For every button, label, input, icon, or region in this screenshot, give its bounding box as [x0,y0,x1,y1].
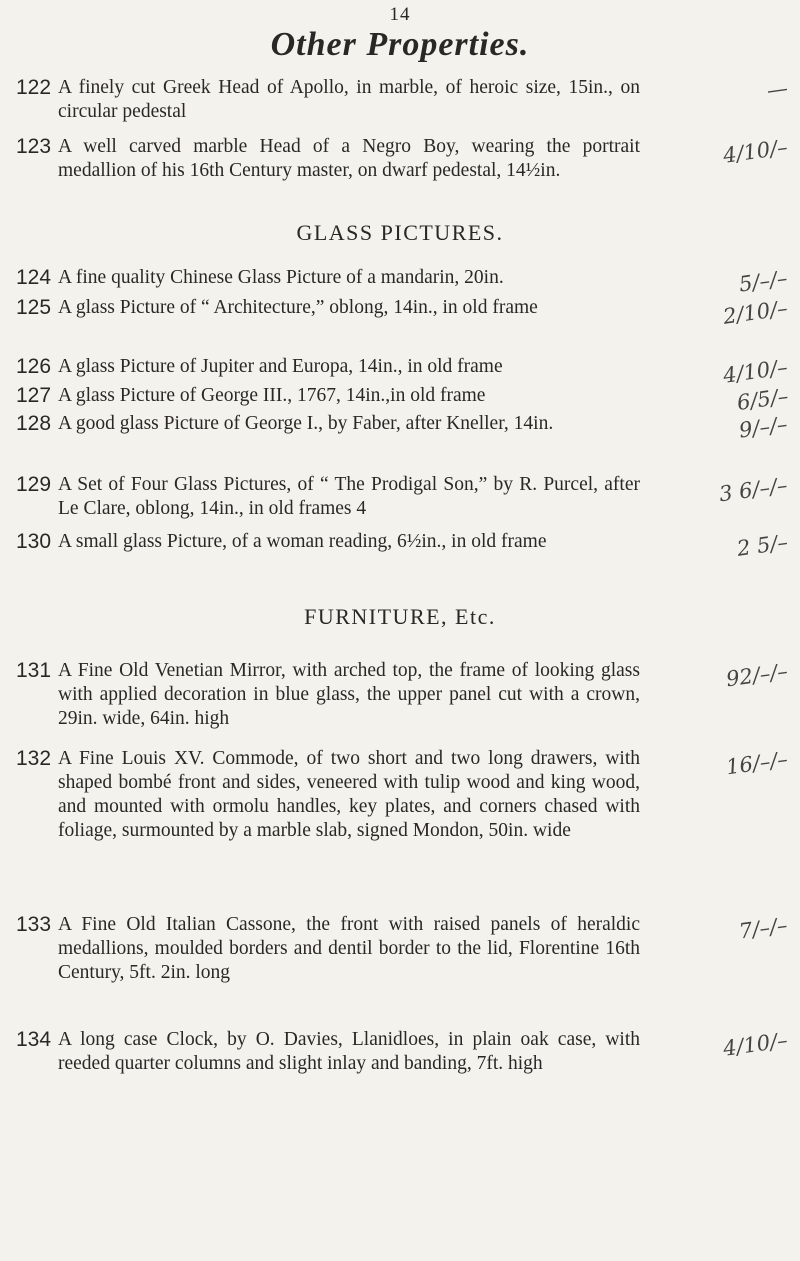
handwritten-price: 7/–/– [737,913,790,944]
lot-description: A well carved marble Head of a Negro Boy, wearing the portrait medallion of his 16th Century master, on dwarf pedestal, 14½in. [58,136,640,181]
lot-number: 126 [16,355,52,378]
lot-number: 124 [16,266,52,289]
lot-description: A Fine Louis XV. Commode, of two short and two long drawers, with shaped bombé front and sides, veneered with tulip wood and king wood, and mounted with ormolu handles, key plates, and corners chased with foliage, surmounted by a marble slab, signed Mondon, 50in. wide [58,748,640,841]
handwritten-price: 2 5/– [735,530,790,561]
handwritten-price: 4/10/– [721,355,790,388]
handwritten-price: — [765,76,790,103]
lot-number: 132 [16,747,52,770]
lot-number: 129 [16,473,52,496]
handwritten-price: 4/10/– [721,135,790,168]
handwritten-price: 4/10/– [721,1028,790,1061]
lot-description: A Set of Four Glass Pictures, of “ The Prodigal Son,” by R. Purcel, after Le Clare, oblong, 14in., in old frames 4 [58,474,640,519]
handwritten-price: 92/–/– [724,659,790,692]
lot-description: A good glass Picture of George I., by Faber, after Kneller, 14in. [58,413,554,434]
lot-number: 127 [16,384,52,407]
lot-description: A glass Picture of “ Architecture,” oblong, 14in., in old frame [58,297,538,318]
lot-number: 128 [16,412,52,435]
page-number: 14 [389,4,411,25]
lot-description: A Fine Old Italian Cassone, the front with raised panels of heraldic medallions, moulded borders and dentil border to the lid, Florentine 16th Century, 5ft. 2in. long [58,914,640,983]
lot-number: 133 [16,913,52,936]
handwritten-price: 3 6/–/– [718,473,790,507]
page-title: Other Properties. [270,26,530,63]
lot-number: 130 [16,530,52,553]
lot-description: A small glass Picture, of a woman reading, 6½in., in old frame [58,531,547,552]
section-heading-furniture: FURNITURE, Etc. [304,604,496,629]
lot-description: A glass Picture of Jupiter and Europa, 14in., in old frame [58,356,503,377]
lot-number: 131 [16,659,52,682]
lot-number: 134 [16,1028,52,1051]
lot-description: A long case Clock, by O. Davies, Llanidloes, in plain oak case, with reeded quarter columns and slight inlay and banding, 7ft. high [58,1029,640,1074]
handwritten-price: 16/–/– [724,747,790,780]
lot-number: 122 [16,76,52,99]
lot-description: A fine quality Chinese Glass Picture of a mandarin, 20in. [58,267,504,288]
handwritten-price: 5/–/– [737,266,790,297]
lot-description: A finely cut Greek Head of Apollo, in marble, of heroic size, 15in., on circular pedestal [58,77,640,122]
handwritten-price: 9/–/– [737,412,790,443]
handwritten-price: 2/10/– [721,296,790,329]
lot-description: A Fine Old Venetian Mirror, with arched top, the frame of looking glass with applied decoration in blue glass, the upper panel cut with a crown, 29in. wide, 64in. high [58,660,640,729]
lot-number: 123 [16,135,52,158]
handwritten-price: 6/5/– [735,384,790,415]
lot-description: A glass Picture of George III., 1767, 14in.,in old frame [58,385,486,406]
lot-number: 125 [16,296,52,319]
section-heading-glass-pictures: GLASS PICTURES. [296,220,504,245]
